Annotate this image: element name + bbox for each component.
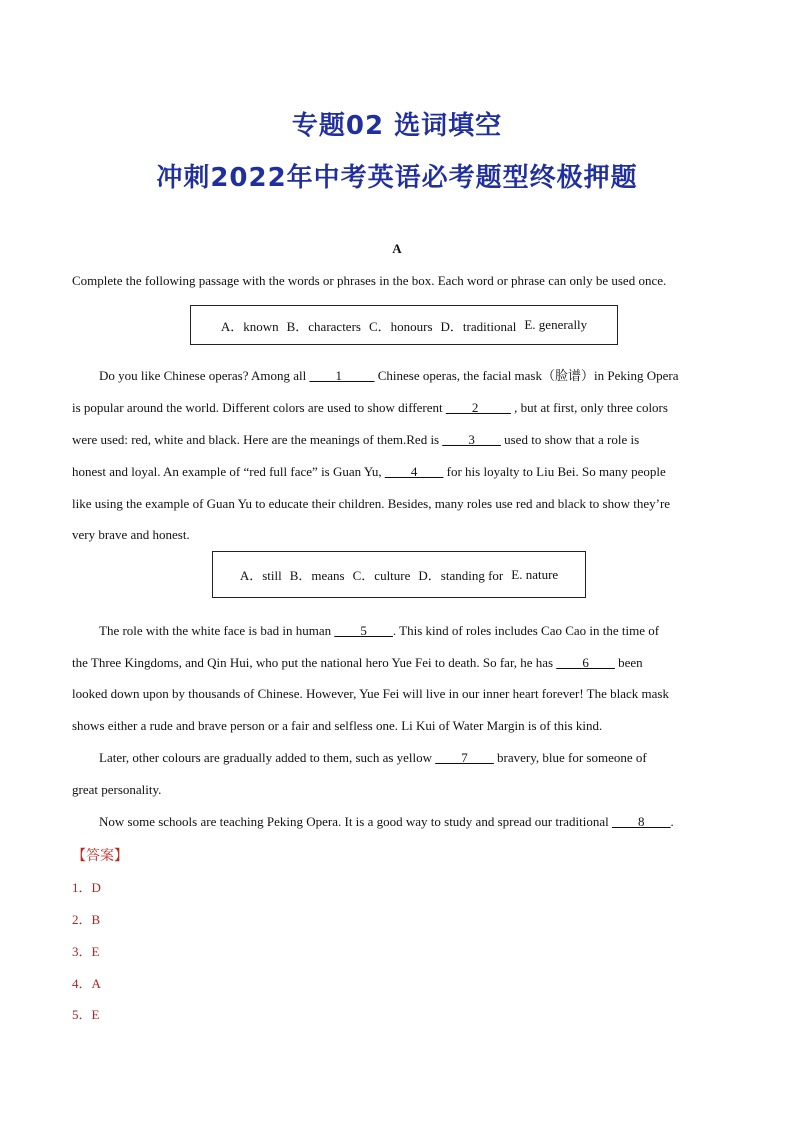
box1-option: E. generally <box>524 317 588 332</box>
box1-option: D．traditional <box>440 318 517 334</box>
answer-item: 5．E <box>72 1007 100 1022</box>
answer-item: 4．A <box>72 976 101 991</box>
box1-option: B．characters <box>286 318 361 334</box>
title-line-1: 专题02 选词填空 <box>291 111 503 141</box>
passage-line: great personality. <box>72 782 162 797</box>
blank-1: ____1_____ <box>309 368 375 383</box>
passage-line: The role with the white face is bad in human ____5____. This kind of roles includes Cao Cao in the time of <box>99 623 660 638</box>
box2-option: B．means <box>289 568 345 583</box>
passage-line: the Three Kingdoms, and Qin Hui, who put the national hero Yue Fei to death. So far, he has ____6____ been <box>72 655 643 670</box>
blank-7: ____7____ <box>435 750 494 765</box>
passage-line: very brave and honest. <box>72 527 190 542</box>
passage-line: honest and loyal. An example of “red full face” is Guan Yu, ____4____ for his loyalty to Liu Bei. So many people <box>72 464 666 479</box>
section-label: A <box>392 241 402 256</box>
box2-option: C．culture <box>352 568 411 583</box>
box2-option: A．still <box>239 568 282 583</box>
passage-line: shows either a rude and brave person or a fair and selfless one. Li Kui of Water Margin is of this kind. <box>72 718 603 733</box>
title-line-2: 冲刺2022年中考英语必考题型终极押题 <box>156 163 638 193</box>
blank-2: ____2_____ <box>445 400 511 415</box>
blank-8: ____8____ <box>612 814 671 829</box>
answer-heading: 【答案】 <box>72 848 128 864</box>
answer-item: 1．D <box>72 880 101 895</box>
blank-6: ____6____ <box>556 655 615 670</box>
box1-option: C．honours <box>368 318 433 334</box>
passage-line: like using the example of Guan Yu to educate their children. Besides, many roles use red and black to show they’re <box>72 496 671 511</box>
blank-5: ____5____ <box>334 623 393 638</box>
passage-line: were used: red, white and black. Here are the meanings of them.Red is ____3____ used to show that a role is <box>72 432 640 447</box>
box1-option: A．known <box>220 318 279 334</box>
box2-option: E. nature <box>511 566 559 582</box>
passage-line: Now some schools are teaching Peking Opera. It is a good way to study and spread our traditional ____8____. <box>99 814 674 829</box>
passage-line: looked down upon by thousands of Chinese. However, Yue Fei will live in our inner heart forever! The black mask <box>72 686 669 701</box>
word-box-2 <box>212 551 586 598</box>
answer-item: 2．B <box>72 912 101 927</box>
passage-line: Do you like Chinese operas? Among all ____1_____ Chinese operas, the facial mask（脸谱）in Peking Opera <box>99 368 679 383</box>
answer-item: 3．E <box>72 944 100 959</box>
blank-4: ____4____ <box>384 464 444 479</box>
passage-line: is popular around the world. Different colors are used to show different ____2_____ , but at first, only three colors <box>72 400 668 415</box>
blank-3: ____3____ <box>442 432 501 447</box>
passage-line: Later, other colours are gradually added to them, such as yellow ____7____ bravery, blue for someone of <box>99 750 647 765</box>
instruction-text: Complete the following passage with the words or phrases in the box. Each word or phrase can only be used once. <box>72 273 667 288</box>
word-box-1 <box>190 305 618 345</box>
box2-option: D．standing for <box>418 568 504 583</box>
